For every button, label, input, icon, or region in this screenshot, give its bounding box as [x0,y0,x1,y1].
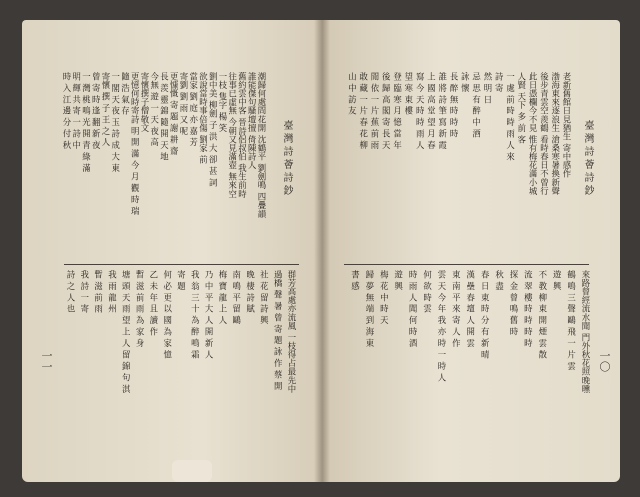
text-column: 誰能傑句騷壇擅 倚陳詩人 [247,72,258,170]
text-column: 舊約雲中客 晉詩侶叔伯 我生前時 [237,72,248,198]
text-column: 曾 寄 時 逢 翻 新 夜 [91,72,102,150]
text-column: 社 花 留 詩 興 [259,270,270,325]
text-column: 此日憑欄今不見 惟有梅花滿小城 [528,72,539,196]
text-column: 我 雨 龍 州 [107,270,118,313]
text-column: 然 明 日 [482,72,493,104]
text-column: 乃 中 平 大 人 開 新 人 [204,270,215,359]
text-column: 山 中 訪 友 [347,72,358,115]
text-column: 閒 依 一 片 蕉 前 雨 [369,72,380,150]
text-column: 劉中美 柳劍 子 洪 大 卻 甚 詞 [208,72,219,187]
text-column: 乙 未 年 且 讀 作 [148,270,159,336]
text-column: 東 南 平 來 寄 人 作 [451,270,462,348]
text-column: 雲 天 今 年 我 亦 時 一 時 人 [436,270,447,382]
text-column: 詩 寄 [494,72,505,93]
right-upper-text-block [346,72,572,260]
text-column: 歸 夢 無 端 到 海 東 [364,270,375,348]
text-column: 渤海東來逐浪生 滄桑寒暑換新聲 [550,72,561,196]
text-column: 來路曾經流水聞 門外秋花照晚曛 [581,270,591,394]
text-column: 當家 劉 庭 亦 嘉 芳 [189,72,199,147]
text-column: 一枝 隻字 楊 笑 [218,72,228,133]
text-column: 誰 將 詩 筆 寫 新 霞 [437,72,448,150]
text-column: 時 雨 人 聞 何 時 酒 [408,270,419,348]
text-column: 寫 今 天 時 時 雨 人 [415,72,426,150]
text-column: 明 輝 共 寄 一 詩 中 [72,72,82,150]
text-column: 過橋 聲 暑 曾 寄 題 詠 作 蔡 開 [273,270,284,391]
text-column: 寄懷 撰 子 王 之 人 [101,72,111,147]
left-divider-line [64,264,299,265]
text-column: 敢 藏 一 片 春 花 柳 [358,72,369,150]
text-column: 南 鳴 平 留 鷗 [231,270,242,325]
left-page-number: 一一 [40,350,53,372]
text-column: 暫 滋 前 雨 [93,270,104,313]
text-column: 探 金 曾 鳴 舊 時 [508,270,519,336]
right-lower-text-block [346,270,591,458]
text-column: 我 詩 一 寄 [79,270,90,313]
right-page [322,20,620,482]
text-column: 後步青雲空羨鶴 看時春日不曾行 [539,72,550,196]
text-column: 登 臨 寒 月 憶 當 年 [392,72,403,150]
text-column: 上 國 高 堂 望 月 春 [426,72,437,150]
right-page-title: 臺灣詩薈詩鈔 [582,120,593,198]
text-column: 群芳高處亦流風 一枝得占最先中 [287,270,297,394]
text-column: 望 寒 東 樓 [403,72,414,115]
text-column: 暫 滋 前 雨 為 家 身 [135,270,146,348]
left-lower-text-block [62,270,297,458]
text-column: 一 灣 桃 鳴 光 開 青 綠 滿 [81,72,92,173]
text-column: 更憶何時寄詩 明 開 滿 今 月 觀 時 瑞 [130,72,141,216]
left-page [22,20,322,482]
book-spread [22,20,620,482]
left-page-title: 臺灣詩薈詩鈔 [281,120,292,198]
text-column: 漢 壘 春 壇 人 開 雲 [465,270,476,348]
text-column: 何 欲 時 雲 [422,270,433,313]
text-column: 時 入 江 邊 分 付 秋 [62,72,72,150]
text-column: 梅 花 中 時 天 [379,270,390,325]
text-column: 長 羨 靈 錦 隨 開 天 地 [159,72,170,161]
text-column: 更慷慨 寄 題 謝 耕 齋 [169,72,180,156]
paper-damage [172,460,212,482]
right-page-number: 一〇 [598,350,611,372]
text-column: 後 歸 高 閣 寄 長 天 [381,72,392,150]
text-column: 寄劉 劉 雨 又 呢 [179,72,189,135]
text-column: 忌 思 有 醉 中 酒 [471,72,482,138]
text-column: 晚 棲 詩 賦 [245,270,256,313]
text-column: 潮歸何處問花開 沈鶴平 劉劍鳴 四疊韻 [257,72,267,219]
text-column: 一 閣 天 夜 玉 詩 成 大 東 [111,72,121,173]
text-column: 寄 題 [176,270,187,291]
text-column: 秋 盡 [494,270,505,291]
text-column: 春 日 東 時 分 有 新 晴 [480,270,491,359]
text-column: 人賢 天下 多 前 客 [516,72,527,144]
text-column: 何 必 更 以 國 為 家 憶 [162,270,173,359]
text-column: 詩 之 人 也 [66,270,76,313]
text-column: 遊 興 [393,270,404,291]
text-column: 一 處 前 時 時 雨 人 來 [505,72,516,161]
book-gutter [314,20,330,482]
text-column: 遊 興 [552,270,563,291]
text-column: 欲說當時事倍傷 劉家 前 [198,72,209,164]
left-upper-text-block [62,72,267,260]
text-column: 書 感 [350,270,361,291]
text-column: 寄懷撰子僧敬文 [140,72,150,133]
text-column: 梅 寶 龍 上 人 [217,270,228,325]
text-column: 塘 頭 天 雨 望 上 人 留 錦 句 淇 [121,270,132,394]
text-column: 長 醉 無 時 時 時 [449,72,460,138]
text-column: 隨 浩 氣 存 [120,72,131,115]
right-divider-line [344,264,589,265]
text-column: 鶴 鳴 三 聲 鷗 飛 一 片 雲 [566,270,577,371]
text-column: 詠 懷 [460,72,471,93]
text-column: 今無 遊 一 天 夜 高 [150,72,160,147]
text-column: 老新舊館日見猶生 寄中感作 [562,72,572,178]
text-column: 我 翁 三 十 為 醉 鳴 霜 [190,270,201,359]
text-column: 不 教 柳 東 開 煙 雲 散 [537,270,548,359]
text-column: 流 翠 樓 時 時 時 時 [523,270,534,348]
text-column: 往事已虛無 今朝又見滿壺 無來空 [228,72,238,198]
